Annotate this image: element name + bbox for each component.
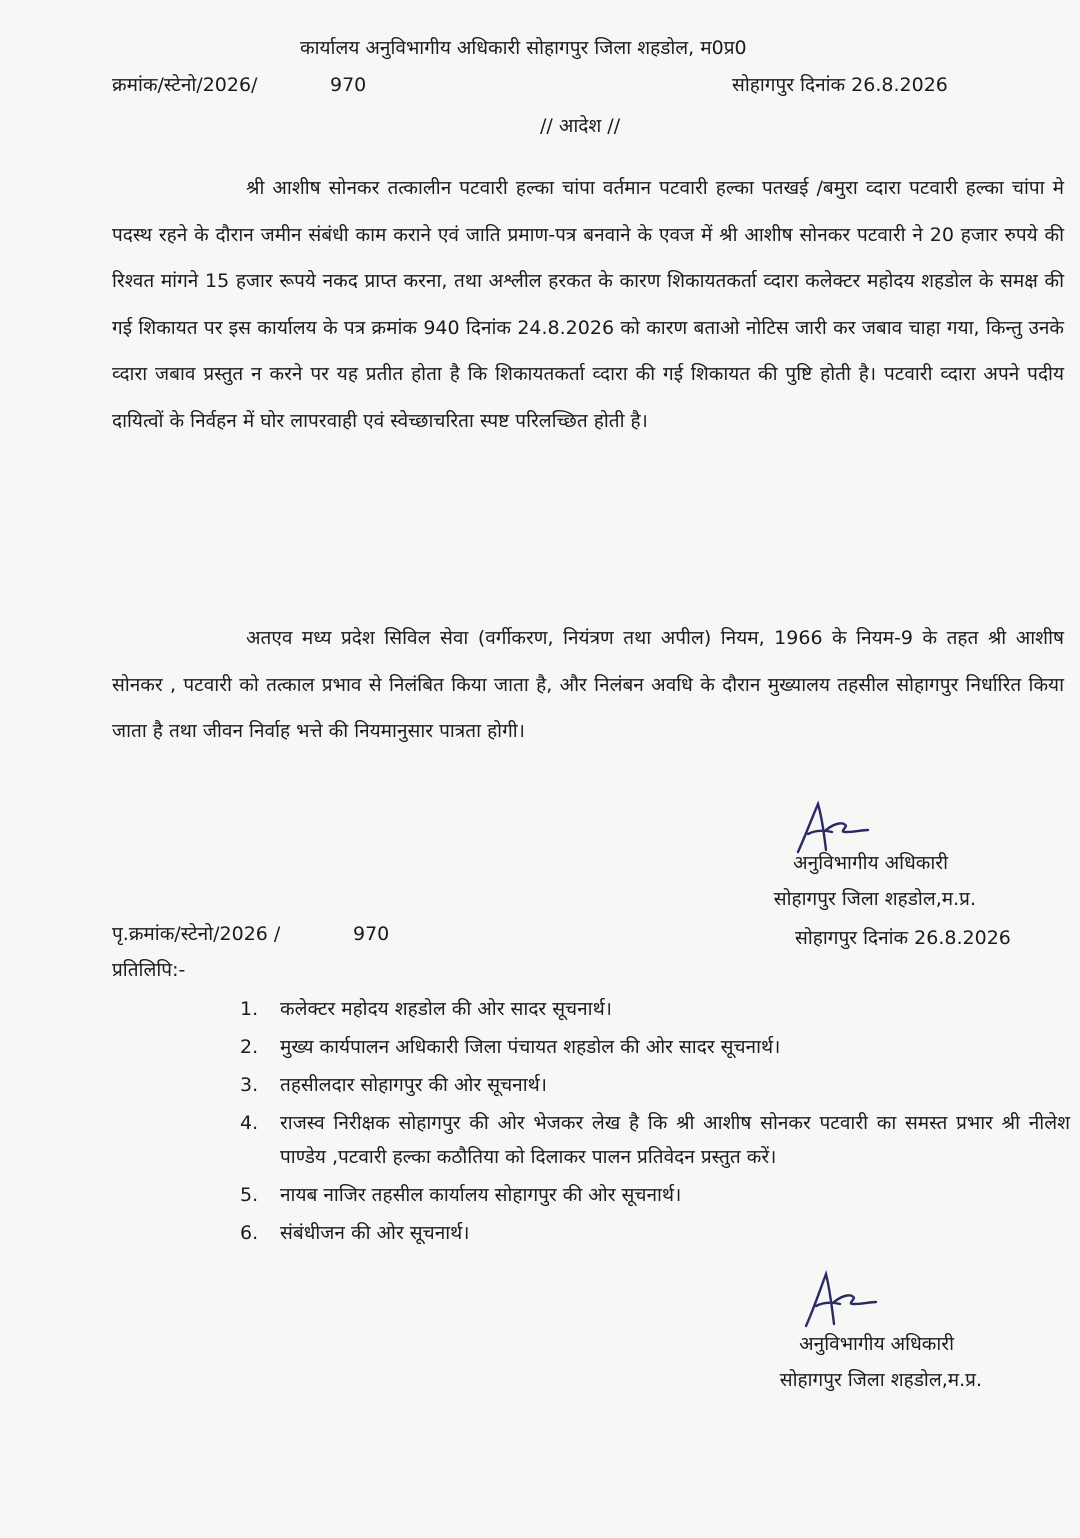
- reference-number-value: 970: [330, 74, 367, 96]
- signature-block-2: [700, 1326, 982, 1398]
- signature-2-designation: अनुविभागीय अधिकारी: [799, 1333, 954, 1355]
- list-item-text: तहसीलदार सोहागपुर की ओर सूचनार्थ।: [280, 1074, 547, 1096]
- copy-place-date: सोहागपुर दिनांक 26.8.2026: [795, 927, 1011, 949]
- list-item-text: कलेक्टर महोदय शहडोल की ओर सादर सूचनार्थ।: [280, 998, 612, 1020]
- office-header: कार्यालय अनुविभागीय अधिकारी सोहागपुर जिला शहडोल, म0प्र0: [300, 37, 747, 59]
- list-item-number: 2.: [240, 1036, 259, 1058]
- signature-2-location: सोहागपुर जिला शहडोल,म.प्र.: [779, 1369, 982, 1391]
- reference-number: क्रमांक/स्टेनो/2026/: [112, 74, 258, 96]
- order-paragraph-1: [112, 165, 1064, 444]
- signature-1-location: सोहागपुर जिला शहडोल,म.प्र.: [773, 888, 976, 910]
- copy-label: प्रतिलिपि:-: [112, 959, 186, 981]
- list-item-text: नायब नाजिर तहसील कार्यालय सोहागपुर की ओर सूचनार्थ।: [280, 1184, 682, 1206]
- list-item-text: राजस्व निरीक्षक सोहागपुर की ओर भेजकर लेख है कि श्री आशीष सोनकर पटवारी का समस्त प्रभार श्री नीलेश पाण्डेय ,पटवारी हल्का कठौतिया को दिलाकर पालन प्रतिवेदन प्रस्तुत करें।: [280, 1112, 1070, 1168]
- list-item: [240, 992, 1070, 1026]
- list-item: [240, 1030, 1070, 1064]
- copy-distribution-list: [240, 992, 1070, 1254]
- copy-reference-number-value: 970: [353, 923, 390, 945]
- list-item: [240, 1106, 1070, 1174]
- list-item: [240, 1068, 1070, 1102]
- list-item-number: 4.: [240, 1112, 259, 1134]
- order-title: // आदेश //: [540, 115, 621, 137]
- order-paragraph-2-text: अतएव मध्य प्रदेश सिविल सेवा (वर्गीकरण, नियंत्रण तथा अपील) नियम, 1966 के नियम-9 के तहत श्री आशीष सोनकर , पटवारी को तत्काल प्रभाव से निलंबित किया जाता है, और निलंबन अवधि के दौरान मुख्यालय तहसील सोहागपुर निर्धारित किया जाता है तथा जीवन निर्वाह भत्ते की नियमानुसार पात्रता होगी।: [112, 627, 1064, 742]
- place-date: सोहागपुर दिनांक 26.8.2026: [732, 74, 948, 96]
- list-item-text: संबंधीजन की ओर सूचनार्थ।: [280, 1222, 470, 1244]
- list-item-number: 1.: [240, 998, 259, 1020]
- list-item-text: मुख्य कार्यपालन अधिकारी जिला पंचायत शहडोल की ओर सादर सूचनार्थ।: [280, 1036, 781, 1058]
- list-item-number: 5.: [240, 1184, 259, 1206]
- list-item-number: 6.: [240, 1222, 259, 1244]
- signature-1-designation: अनुविभागीय अधिकारी: [793, 852, 948, 874]
- list-item: [240, 1178, 1070, 1212]
- order-paragraph-2: [112, 615, 1064, 755]
- signature-block-1: [700, 845, 976, 917]
- copy-reference-number: पृ.क्रमांक/स्टेनो/2026 /: [112, 923, 281, 945]
- signature-2: [800, 1270, 880, 1330]
- order-paragraph-1-text: श्री आशीष सोनकर तत्कालीन पटवारी हल्का चांपा वर्तमान पटवारी हल्का पतखई /बमुरा व्दारा पटवारी हल्का चांपा मे पदस्थ रहने के दौरान जमीन संबंधी काम कराने एवं जाति प्रमाण-पत्र बनवाने के एवज में श्री आशीष सोनकर पटवारी ने 20 हजार रुपये की रिश्वत मांगने 15 हजार रूपये नकद प्राप्त करना, तथा अश्लील हरकत के कारण शिकायतकर्ता व्दारा कलेक्टर महोदय शहडोल के समक्ष की गई शिकायत पर इस कार्यालय के पत्र क्रमांक 940 दिनांक 24.8.2026 को कारण बताओ नोटिस जारी कर जबाव चाहा गया, किन्तु उनके व्दारा जबाव प्रस्तुत न करने पर यह प्रतीत होता है कि शिकायतकर्ता व्दारा की गई शिकायत की पुष्टि होती है। पटवारी व्दारा अपने पदीय दायित्वों के निर्वहन में घोर लापरवाही एवं स्वेच्छाचरिता स्पष्ट परिलच्छित होती है।: [112, 177, 1064, 432]
- list-item: [240, 1216, 1070, 1250]
- list-item-number: 3.: [240, 1074, 259, 1096]
